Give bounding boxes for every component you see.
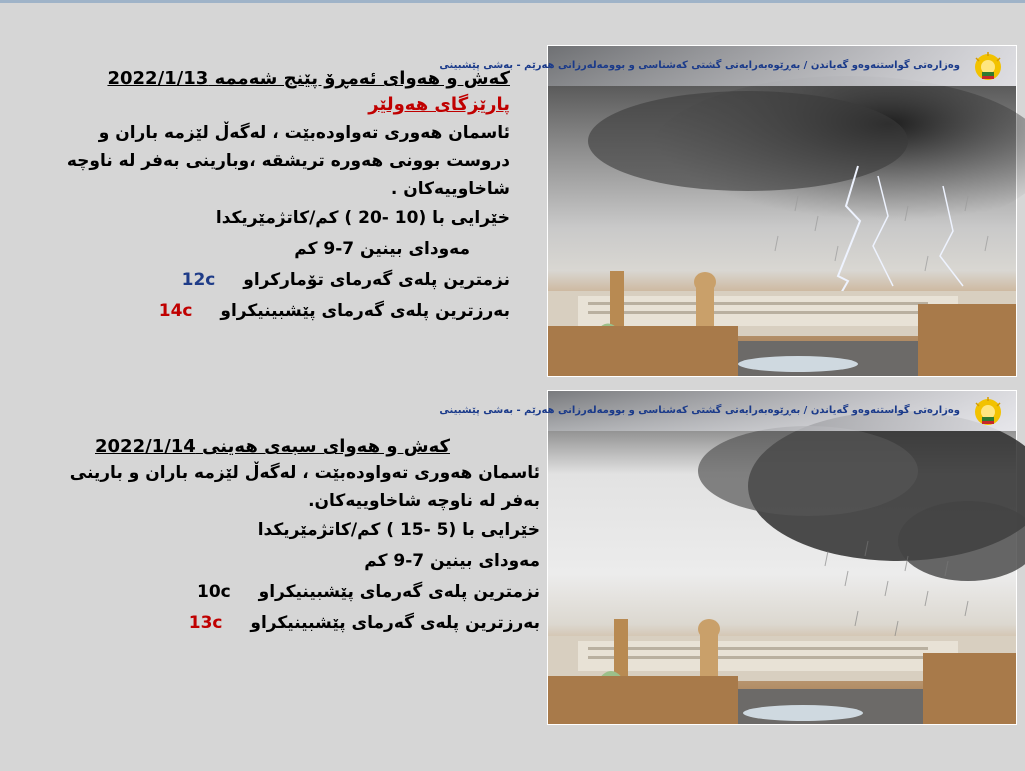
visibility: مەودای بینین 7-9 کم [364, 551, 540, 571]
max-temp-label: بەرزترین پلەی گەرمای پێشبینیکراو [220, 301, 510, 321]
min-temp-label: نزمترین پلەی گەرمای پێشبینیکراو [258, 582, 540, 602]
top-border [0, 0, 1025, 3]
forecast-title: کەش و هەوای سبەی هەینی 2022/1/14 [95, 436, 450, 457]
forecast-title: کەش و هەوای ئەمڕۆ پێنج شەممە 2022/1/13 [107, 68, 510, 89]
banner-text: وەزارەتی گواستنەوەو گەیاندن / بەڕێوەبەرایەتی گشتی کەشناسی و بوومەلەرزانی هەرێم - بەشی پێشبینی [439, 60, 960, 71]
forecast-tomorrow [40, 434, 540, 639]
max-temp-value: 14c [158, 301, 193, 321]
ministry-logo-icon [970, 52, 1006, 82]
ministry-name: وەزارەتی گواستنەوەو گەیاندن [810, 60, 960, 71]
department-name: بەڕێوەبەرایەتی گشتی کەشناسی و بوومەلەرزانی هەرێم - بەشی پێشبینی [439, 60, 801, 71]
wind-speed: خێرایی با (5 -15 ) کم/کاتژمێریکدا [257, 520, 540, 540]
min-temp-value: 12c [181, 270, 216, 290]
max-temp-row [40, 608, 540, 639]
visibility: مەودای بینین 7-9 کم [294, 239, 470, 259]
department-name: بەڕێوەبەرایەتی گشتی کەشناسی و بوومەلەرزانی هەرێم - بەشی پێشبینی [439, 405, 801, 416]
banner-text: وەزارەتی گواستنەوەو گەیاندن / بەڕێوەبەرایەتی گشتی کەشناسی و بوومەلەرزانی هەرێم - بەشی پێشبینی [439, 405, 960, 416]
photo-banner [439, 391, 1016, 431]
storm-scene [548, 46, 1016, 376]
min-temp-row [40, 577, 540, 608]
ministry-logo-icon [970, 397, 1006, 427]
forecast-today [40, 66, 510, 327]
forecast-location: پارێزگای هەولێر [368, 94, 510, 115]
photo-banner [439, 46, 1016, 86]
cloudy-scene [548, 391, 1016, 724]
ministry-name: وەزارەتی گواستنەوەو گەیاندن [810, 405, 960, 416]
max-temp-row [40, 296, 510, 327]
forecast-description: ئاسمان هەوری تەواودەبێت ، لەگەڵ لێزمە باران و بارینی بەفر لە ناوچە شاخاوییەکان. [69, 463, 540, 511]
min-temp-row [40, 265, 510, 296]
wind-speed: خێرایی با (10 -20 ) کم/کاتژمێریکدا [215, 208, 510, 228]
max-temp-value: 13c [188, 613, 223, 633]
forecast-description: ئاسمان هەوری تەواودەبێت ، لەگەڵ لێزمە باران و دروست بوونی هەورە تریشقە ،وبارینی بەفر لە ناوچە شاخاوییەکان . [66, 123, 510, 199]
min-temp-label: نزمترین پلەی گەرمای تۆمارکراو [243, 270, 510, 290]
min-temp-value: 10c [196, 582, 231, 602]
max-temp-label: بەرزترین پلەی گەرمای پێشبینیکراو [250, 613, 540, 633]
